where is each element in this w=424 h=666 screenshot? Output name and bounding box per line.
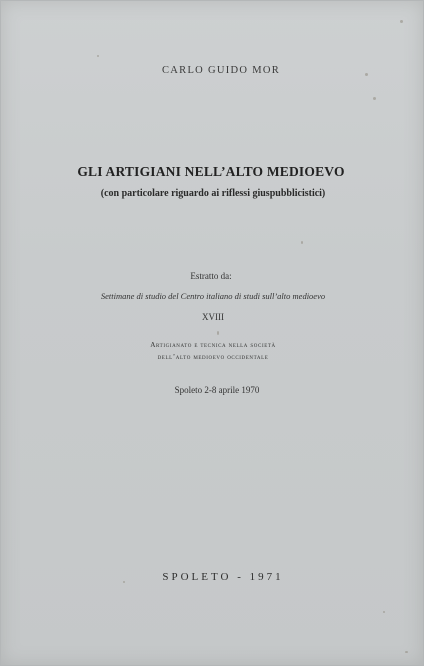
- paper-speck: [400, 20, 403, 23]
- paper-speck: [123, 581, 125, 583]
- volume-theme-line-2: dell’alto medioevo occidentale: [157, 353, 269, 361]
- paper-speck: [217, 331, 219, 335]
- paper-edge-shading: [1, 1, 423, 665]
- paper-speck: [301, 241, 303, 244]
- paper-speck: [383, 611, 385, 613]
- paper-speck: [405, 651, 408, 653]
- series-title: Settimane di studio del Centro italiano di studi sull’alto medioevo: [100, 291, 326, 301]
- paper-speck: [365, 73, 368, 76]
- conference-date: Spoleto 2-8 aprile 1970: [174, 385, 260, 395]
- document-title: GLI ARTIGIANI NELL’ALTO MEDIOEVO: [77, 164, 345, 179]
- paper-speck: [373, 97, 376, 100]
- volume-theme-line-1: Artigianato e tecnica nella società: [150, 341, 276, 349]
- paper-speck: [97, 55, 99, 57]
- document-subtitle: (con particolare riguardo ai riflessi giuspubblicistici): [100, 188, 326, 199]
- extract-label: Estratto da:: [190, 271, 232, 281]
- publication-imprint: SPOLETO - 1971: [162, 571, 284, 583]
- author-name: CARLO GUIDO MOR: [161, 65, 281, 76]
- volume-number: XVIII: [202, 312, 224, 322]
